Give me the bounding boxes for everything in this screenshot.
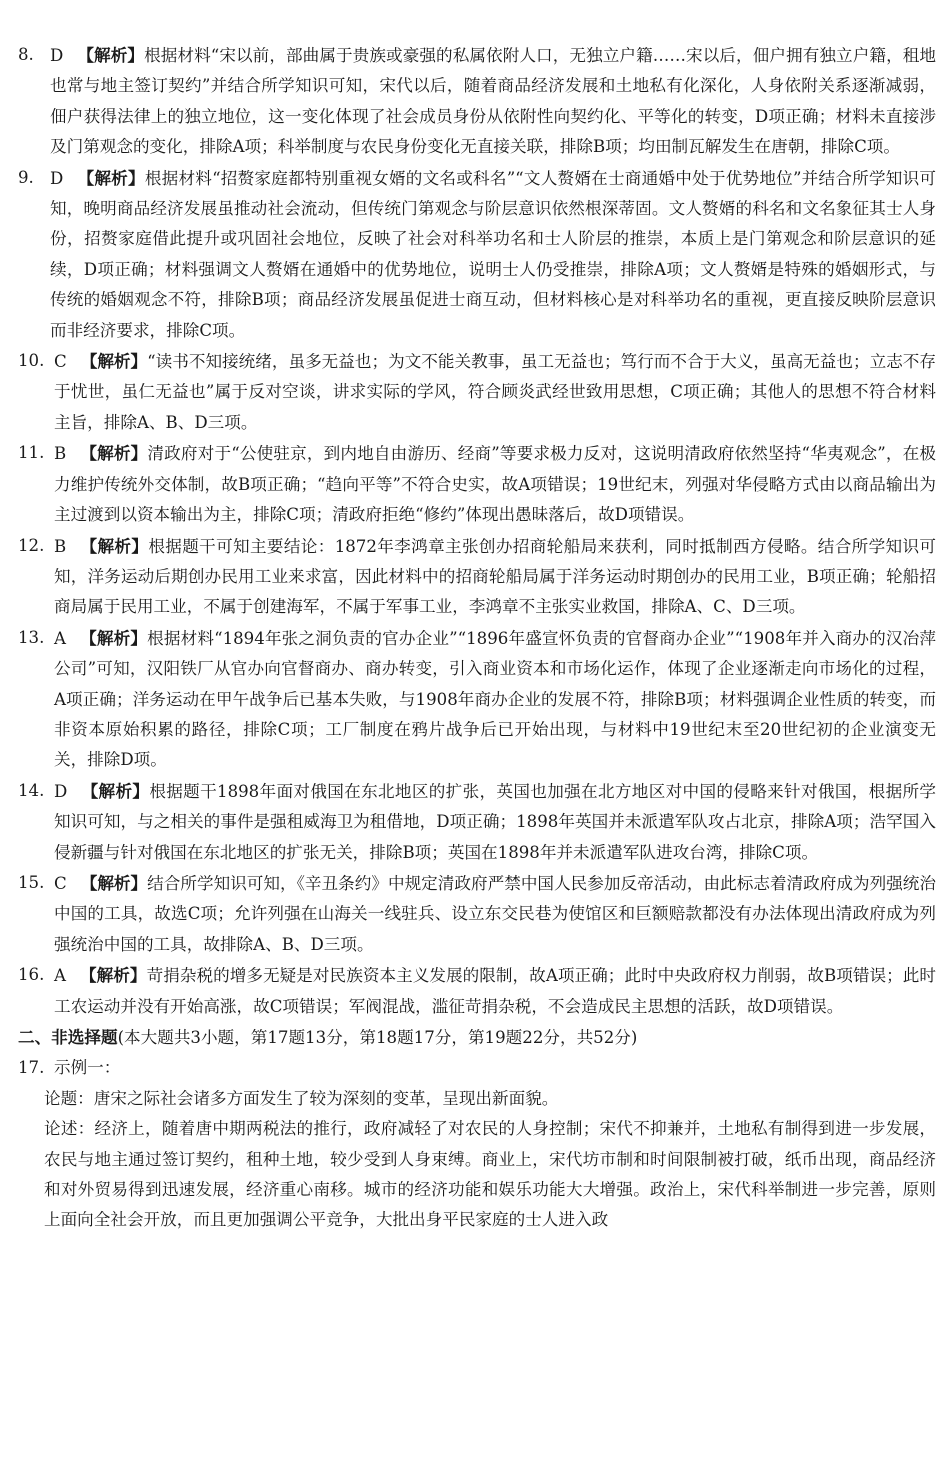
analysis-tag: 【解析】 <box>80 351 148 372</box>
answer-body <box>54 776 936 868</box>
question-number: 14. <box>18 780 45 800</box>
section-title: 二、非选择题 <box>18 1027 118 1047</box>
analysis-text: 根据题干可知主要结论：1872年李鸿章主张创办招商轮船局来获利，同时抵制西方侵略。结合所学知识可知，洋务运动后期创办民用工业来求富，因此材料中的招商轮船局属于洋务运动时期创办的民用工业，B项正确；轮船招商局属于民用工业，不属于创建海军，不属于军事工业，李鸿章不主张实业救国，排除A、C、D三项。 <box>54 536 937 617</box>
answer-letter: C <box>54 352 67 372</box>
answer-body <box>54 623 936 776</box>
answer-body <box>54 960 936 1022</box>
question-number: 9. <box>18 167 34 187</box>
answer-item-10 <box>18 346 936 438</box>
analysis-tag: 【解析】 <box>80 535 149 556</box>
analysis-text: 根据题干1898年面对俄国在东北地区的扩张，英国也加强在北方地区对中国的侵略来针对俄国，根据所学知识可知，与之相关的事件是强租威海卫为租借地，D项正确；1898年英国并未派遣军队攻占北京，排除A项；浩罕国入侵新疆与针对俄国在东北地区的扩张无关，排除B项；英国在1898年并未派遣军队进攻台湾，排除C项。 <box>54 781 937 862</box>
answer-letter: D <box>50 46 64 65</box>
analysis-tag: 【解析】 <box>79 627 148 648</box>
answer-item-14 <box>18 776 936 868</box>
answer-body <box>54 531 936 623</box>
answer-item-8 <box>18 40 936 163</box>
analysis-text: 根据材料“招赘家庭都特别重视女婿的文名或科名”“文人赘婿在士商通婚中处于优势地位”并结合所学知识可知，晚明商品经济发展虽推动社会流动，但传统门第观念与阶层意识依然根深蒂固。文人赘婿的科名和文名象征其士人身份，招赘家庭借此提升或巩固社会地位，反映了社会对科举功名和士人阶层的推崇，本质上是门第观念和阶层意识的延续，D项正确；材料强调文人赘婿在通婚中的优势地位，说明士人仍受推崇，排除A项；文人赘婿是特殊的婚姻形式，与传统的婚姻观念不符，排除B项；商品经济发展虽促进士商互动，但材料核心是对科举功名的重视，更直接反映阶层意识而非经济要求，排除C项。 <box>50 168 936 340</box>
answer-body <box>54 346 936 438</box>
answer-letter: A <box>54 966 66 986</box>
question-number: 10. <box>18 351 45 371</box>
answer-letter: D <box>54 781 68 801</box>
question-number: 11. <box>18 443 45 463</box>
answer-item-13 <box>18 623 936 776</box>
answer-letter: A <box>54 628 66 648</box>
answer-body <box>54 868 936 960</box>
answer-letter: D <box>50 168 64 188</box>
analysis-tag: 【解析】 <box>80 443 148 464</box>
analysis-text: 结合所学知识可知，《辛丑条约》中规定清政府严禁中国人民参加反帝活动，由此标志着清政府成为列强统治中国的工具，故选C项；允许列强在山海关一线驻兵、设立东交民巷为使馆区和巨额赔款都没有办法体现出清政府成为列强统治中国的工具，故排除A、B、D三项。 <box>54 873 937 954</box>
analysis-tag: 【解析】 <box>77 45 145 65</box>
answer-page <box>18 40 936 1236</box>
analysis-tag: 【解析】 <box>80 872 148 893</box>
answer-letter: C <box>54 873 67 893</box>
answer-body <box>50 163 936 346</box>
section-heading <box>18 1022 936 1053</box>
analysis-tag: 【解析】 <box>77 167 145 188</box>
question-number: 12. <box>18 535 45 555</box>
analysis-tag: 【解析】 <box>79 965 147 986</box>
analysis-tag: 【解析】 <box>81 780 150 801</box>
answer-item-12 <box>18 531 936 623</box>
analysis-text: 苛捐杂税的增多无疑是对民族资本主义发展的限制，故A项正确；此时中央政府权力削弱，故B项错误；此时工农运动并没有开始高涨，故C项错误；军阀混战，滥征苛捐杂税，不会造成民主思想的活跃，故D项错误。 <box>54 966 937 1016</box>
thesis-paragraph: 论题：唐宋之际社会诸多方面发生了较为深刻的变革，呈现出新面貌。 <box>44 1088 559 1108</box>
analysis-text: 清政府对于“公使驻京，到内地自由游历、经商”等要求极力反对，这说明清政府依然坚持“华夷观念”，在极力维护传统外交体制，故B项正确；“趋向平等”不符合史实，故A项错误；19世纪末，列强对华侵略方式由以商品输出为主过渡到以资本输出为主，排除C项；清政府拒绝“修约”体现出愚昧落后，故D项错误。 <box>54 444 936 525</box>
example-label: 示例一： <box>54 1058 121 1078</box>
analysis-text: 根据材料“1894年张之洞负责的官办企业”“1896年盛宣怀负责的官督商办企业”“1908年并入商办的汉冶萍公司”可知，汉阳铁厂从官办向官督商办、商办转变，引入商业资本和市场化运作，体现了企业逐渐走向市场化的过程，A项正确；洋务运动在甲午战争后已基本失败，与1908年商办企业的发展不符，排除B项；材料强调企业性质的转变，而非资本原始积累的路径，排除C项；工厂制度在鸦片战争后已开始出现，与材料中19世纪末至20世纪初的企业演变无关，排除D项。 <box>54 628 936 770</box>
analysis-text: “读书不知接统绪，虽多无益也；为文不能关教事，虽工无益也；笃行而不合于大义，虽高无益也；立志不存于忧世，虽仁无益也”属于反对空谈，讲求实际的学风，符合顾炎武经世致用思想，C项正确；其他人的思想不符合材料主旨，排除A、B、D三项。 <box>54 352 937 432</box>
answer-body <box>50 40 936 163</box>
answer-item-15 <box>18 868 936 960</box>
answer-letter: B <box>54 536 67 556</box>
answer-letter: B <box>54 444 67 464</box>
question-number: 8. <box>18 45 34 64</box>
question-number: 15. <box>18 872 45 892</box>
analysis-text: 根据材料“宋以前，部曲属于贵族或豪强的私属依附人口，无独立户籍……宋以后，佃户拥有独立户籍，租地也常与地主签订契约”并结合所学知识可知，宋代以后，随着商品经济发展和土地私有化深化，人身依附关系逐渐减弱，佃户获得法律上的独立地位，这一变化体现了社会成员身份从依附性向契约化、平等化的转变，D项正确；材料未直接涉及门第观念的变化，排除A项；科举制度与农民身份变化无直接关联，排除B项；均田制瓦解发生在唐朝，排除C项。 <box>50 46 937 157</box>
question-number: 16. <box>18 965 45 985</box>
answer-body <box>54 438 936 530</box>
question-number: 13. <box>18 627 45 647</box>
answer-item-11 <box>18 438 936 530</box>
answer-item-16 <box>18 960 936 1022</box>
argument-paragraph: 论述：经济上，随着唐中期两税法的推行，政府减轻了对农民的人身控制；宋代不抑兼并，土地私有制得到进一步发展，农民与地主通过签订契约，租种土地，较少受到人身束缚。商业上，宋代坊市制和时间限制被打破，纸币出现，商品经济和对外贸易得到迅速发展，经济重心南移。城市的经济功能和娱乐功能大大增强。政治上，宋代科举制进一步完善，原则上面向全社会开放，而且更加强调公平竞争，大批出身平民家庭的士人进入政 <box>44 1119 936 1230</box>
answer-body <box>54 1053 936 1083</box>
answer-item-9 <box>18 163 936 346</box>
question-number: 17. <box>18 1058 45 1078</box>
section-note: (本大题共3小题，第17题13分，第18题17分，第19题22分，共52分) <box>117 1028 638 1047</box>
answer-item-17 <box>18 1053 936 1083</box>
